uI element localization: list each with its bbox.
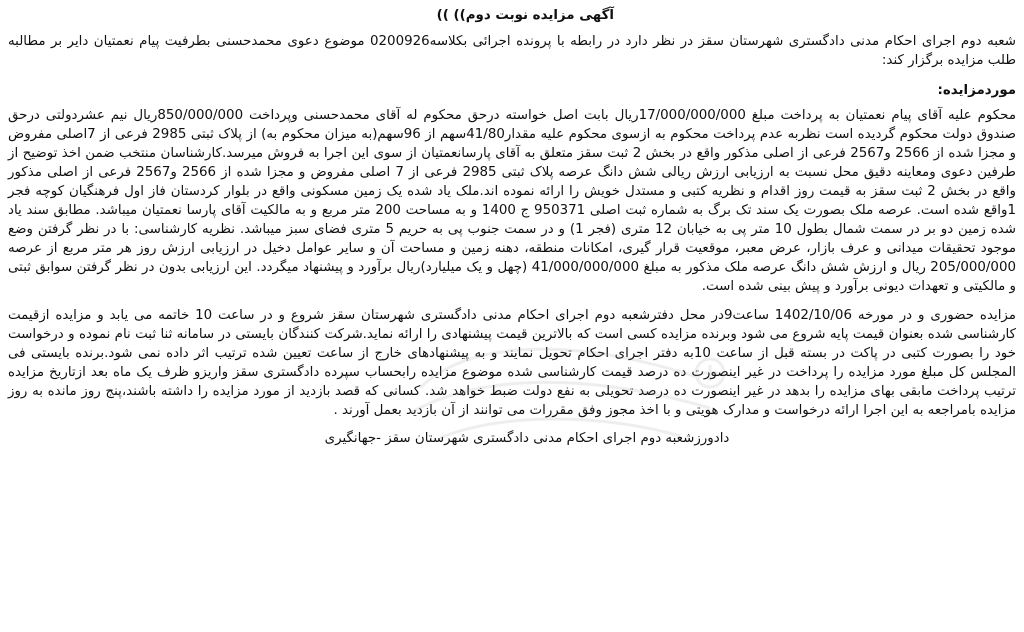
section-heading: موردمزایده: [937, 83, 1016, 98]
paragraph-gap [8, 296, 1016, 306]
auction-terms: مزایده حضوری و در مورخه 1402/10/06 ساعت9در محل دفترشعبه دوم اجرای احکام مدنی دادگستری شهرستان سقز شروع و در ساعت 10 خاتمه می یابد و مزایده ازقیمت کارشناسی شده بعنوان قیمت پایه شروع می شود وبرنده مزایده کسی است که بالاترین قیمت پیشنهادی را ارائه نماید.شرکت کنندگان بایستی در سامانه ثنا ثبت نام نموده و درخواست خود را بصورت کتبی در پاکت در بسته قبل از ساعت 10به دفتر اجرای احکام تحویل نمایند و به پیشنهادهای خارج از ساعت تعیین شده ترتیب اثر داده نمی شود.برنده بایستی فی المجلس کل مبلغ مورد مزایده را پرداخت در غیر اینصورت ده درصد قیمت کارشناسی شده موضوع مزایده رابحساب سپرده دادگستری سقز واریزو ظرف یک ماه بعد ازتاریخ مزایده ترتیب پرداخت مابقی بهای مزایده را بدهد در غیر اینصورت ده درصد تحویلی به نفع دولت ضبط خواهد شد. کسانی که قصد بازدید از مورد مزایده را داشته باشند،پنج روز مانده به روز مزایده بامراجعه به این اجرا ارائه درخواست و مدارک هویتی و با اخذ مجوز وفق مقررات می توانند از آن بازدید بعمل آورند . [8, 308, 1016, 418]
notice-signature: دادورزشعبه دوم اجرای احکام مدنی دادگستری شهرستان سقز -جهانگیری [324, 431, 730, 446]
notice-intro: شعبه دوم اجرای احکام مدنی دادگستری شهرستان سقز در نظر دارد در رابطه با پرونده اجرائی بکلاسه0200926 موضوع دعوی محمدحسنی بطرفیت پیام نعمتیان دایر بر مطالبه طلب مزایده برگزار کند: [8, 34, 1016, 68]
notice-body: محکوم علیه آقای پیام نعمتیان به پرداخت مبلغ 17/000/000/000ریال بابت اصل خواسته درحق محکوم له آقای محمدحسنی وپرداخت 850/000/000ریال نیم عشردولتی درحق صندوق دولت محکوم گردیده است نظربه عدم پرداخت محکوم به ازسوی محکوم علیه مقدار41/80سهم از 96سهم(به میزان محکوم به) از پلاک ثبتی 2985 فرعی از 7اصلی مفروض و مجزا شده از 2566 و2567 فرعی از اصلی مذکور واقع در بخش 2 ثبت سقز متعلق به آقای پارسانعمتیان از سوی این اجرا به فروش میرسد.کارشناسان منتخب ضمن اخذ توضیح از طرفین دعوی ومعاینه دقیق محل نسبت به ارزیابی ارزش ریالی شش دانگ عرصه پلاک ثبتی 2985 فرعی از 7 اصلی مفروض و مجزا شده از 2566 و2567 فرعی از اصلی مذکور واقع در بخش 2 ثبت سقز به قیمت روز اقدام و نظریه کتبی و مستدل خویش را ارائه نموده اند.ملک یاد شده یک زمین مسکونی واقع در بلوار کردستان فاز اول فرهنگیان کوچه فجر 1واقع شده است. عرصه ملک بصورت یک سند تک برگ به شماره ثبت اصلی 950371 ج 1400 و به مساحت 200 متر مربع و به مالکیت آقای پارسا نعمتیان میباشد. مطابق سند یاد شده زمین دو بر در سمت شمال بطول 10 متر پی به خیابان 12 متری (فجر 1) و در سمت جنوب پی به حریم 5 متری فضای سبز میباشد. نظریه کارشناسی: با در نظر گرفتن وضع موجود تحقیقات میدانی و عرف بازار، عرض معبر، موقعیت قرار گیری، امکانات منطقه، دهنه زمین و مساحت آن و سایر عوامل دخیل در ارزیابی ارزش روز هر متر مربع از عرصه 205/000/000 ریال و ارزش شش دانگ عرصه ملک مذکور به مبلغ 41/000/000/000 (چهل و یک میلیارد)ریال برآورد و پیشنهاد میگردد. این ارزیابی بدون در نظر گرفتن سوابق ثبتی و مالکیتی و تعهدات دیونی برآورد و پیش بینی شده است. [8, 108, 1017, 294]
notice-title: آگهی مزایده نوبت دوم)) )) [436, 8, 614, 23]
